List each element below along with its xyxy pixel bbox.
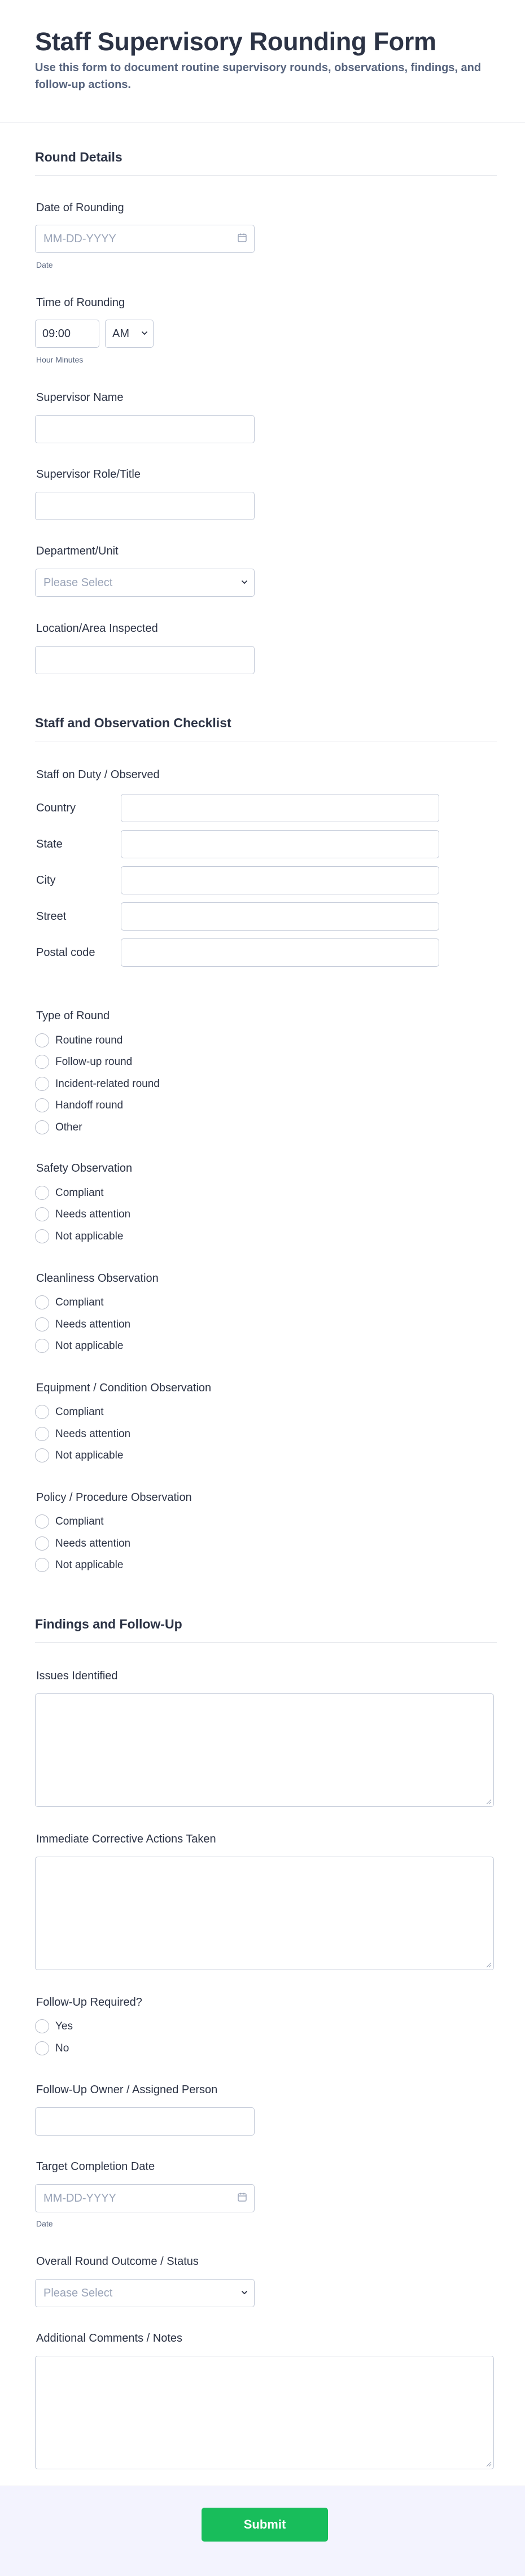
country-label: Country (36, 802, 76, 814)
additional-comments-textarea[interactable] (35, 2356, 494, 2469)
safety-observation-label: Safety Observation (36, 1162, 133, 1175)
radio-equipment-needs-attention[interactable] (35, 1427, 49, 1441)
radio-policy-not-applicable[interactable] (35, 1558, 49, 1572)
option-label: No (55, 2042, 69, 2054)
resize-grip-icon[interactable] (485, 1798, 492, 1805)
radio-safety-needs-attention[interactable] (35, 1207, 49, 1221)
date-placeholder: MM-DD-YYYY (43, 233, 116, 245)
section-divider (35, 1642, 497, 1643)
follow-up-owner-input[interactable] (35, 2107, 255, 2136)
policy-observation-label: Policy / Procedure Observation (36, 1491, 192, 1504)
date-sublabel: Date (36, 2219, 53, 2228)
date-of-rounding-label: Date of Rounding (36, 202, 124, 214)
corrective-actions-label: Immediate Corrective Actions Taken (36, 1833, 216, 1845)
department-placeholder: Please Select (43, 577, 113, 589)
radio-safety-not-applicable[interactable] (35, 1229, 49, 1243)
chevron-down-icon (240, 2289, 248, 2296)
target-completion-date-label: Target Completion Date (36, 2160, 155, 2173)
option-label: Compliant (55, 1406, 104, 1418)
supervisor-role-input[interactable] (35, 492, 255, 520)
issues-identified-label: Issues Identified (36, 1670, 118, 1682)
resize-grip-icon[interactable] (485, 2460, 492, 2467)
corrective-actions-textarea[interactable] (35, 1857, 494, 1970)
option-label: Other (55, 1121, 82, 1133)
option-label: Not applicable (55, 1559, 124, 1571)
ampm-select[interactable] (105, 320, 154, 348)
street-label: Street (36, 910, 67, 923)
calendar-icon[interactable] (237, 2192, 247, 2202)
calendar-icon[interactable] (237, 233, 247, 243)
state-label: State (36, 838, 63, 850)
radio-policy-compliant[interactable] (35, 1514, 49, 1529)
radio-incident-related-round[interactable] (35, 1077, 49, 1091)
overall-outcome-select[interactable] (35, 2279, 255, 2307)
additional-comments-label: Additional Comments / Notes (36, 2332, 183, 2344)
supervisor-name-label: Supervisor Name (36, 391, 124, 404)
supervisor-role-label: Supervisor Role/Title (36, 468, 141, 481)
radio-equipment-compliant[interactable] (35, 1405, 49, 1419)
form-subtitle: Use this form to document routine supervisory rounds, observations, findings, and follow-up actions. (35, 62, 482, 91)
country-input[interactable] (121, 794, 439, 822)
radio-other[interactable] (35, 1120, 49, 1134)
department-label: Department/Unit (36, 545, 119, 557)
type-of-round-label: Type of Round (36, 1010, 110, 1022)
time-hour-minute-input[interactable] (35, 320, 99, 348)
option-label: Follow-up round (55, 1056, 133, 1068)
time-of-rounding-label: Time of Rounding (36, 296, 125, 309)
radio-routine-round[interactable] (35, 1033, 49, 1047)
option-label: Compliant (55, 1296, 104, 1308)
equipment-observation-label: Equipment / Condition Observation (36, 1382, 212, 1394)
postal-code-input[interactable] (121, 938, 439, 967)
follow-up-required-label: Follow-Up Required? (36, 1996, 142, 2009)
option-label: Compliant (55, 1516, 104, 1527)
option-label: Not applicable (55, 1340, 124, 1352)
ampm-value: AM (112, 328, 129, 340)
location-input[interactable] (35, 646, 255, 674)
follow-up-owner-label: Follow-Up Owner / Assigned Person (36, 2084, 218, 2096)
staff-on-duty-label: Staff on Duty / Observed (36, 769, 160, 781)
target-completion-date-input[interactable] (35, 2184, 255, 2212)
state-input[interactable] (121, 830, 439, 858)
option-label: Needs attention (55, 1538, 131, 1549)
department-select[interactable] (35, 569, 255, 597)
option-label: Compliant (55, 1187, 104, 1199)
date-placeholder: MM-DD-YYYY (43, 2192, 116, 2204)
option-label: Handoff round (55, 1099, 124, 1111)
section-divider (35, 175, 497, 176)
supervisor-name-input[interactable] (35, 415, 255, 443)
radio-follow-up-no[interactable] (35, 2041, 49, 2055)
form-title: Staff Supervisory Rounding Form (35, 27, 436, 56)
option-label: Not applicable (55, 1449, 124, 1461)
option-label: Not applicable (55, 1230, 124, 1242)
option-label: Yes (55, 2020, 73, 2032)
resize-grip-icon[interactable] (485, 1961, 492, 1968)
radio-cleanliness-compliant[interactable] (35, 1295, 49, 1309)
city-input[interactable] (121, 866, 439, 894)
section-checklist: Staff and Observation Checklist (35, 715, 231, 730)
street-input[interactable] (121, 902, 439, 931)
city-label: City (36, 874, 56, 887)
option-label: Needs attention (55, 1428, 131, 1440)
section-round-details: Round Details (35, 150, 123, 164)
radio-policy-needs-attention[interactable] (35, 1536, 49, 1551)
outcome-placeholder: Please Select (43, 2287, 113, 2299)
overall-outcome-label: Overall Round Outcome / Status (36, 2255, 199, 2268)
radio-follow-up-yes[interactable] (35, 2019, 49, 2033)
chevron-down-icon (141, 329, 148, 337)
chevron-down-icon (240, 578, 248, 586)
radio-cleanliness-needs-attention[interactable] (35, 1317, 49, 1331)
option-label: Incident-related round (55, 1078, 160, 1090)
radio-safety-compliant[interactable] (35, 1186, 49, 1200)
time-sublabel: Hour Minutes (36, 355, 84, 364)
section-findings: Findings and Follow-Up (35, 1617, 182, 1631)
postal-code-label: Postal code (36, 946, 95, 959)
radio-cleanliness-not-applicable[interactable] (35, 1339, 49, 1353)
radio-equipment-not-applicable[interactable] (35, 1448, 49, 1462)
issues-identified-textarea[interactable] (35, 1693, 494, 1807)
cleanliness-observation-label: Cleanliness Observation (36, 1272, 159, 1285)
radio-handoff-round[interactable] (35, 1098, 49, 1112)
option-label: Routine round (55, 1034, 123, 1046)
option-label: Needs attention (55, 1318, 131, 1330)
submit-button[interactable]: Submit (202, 2508, 328, 2542)
date-sublabel: Date (36, 260, 53, 269)
date-of-rounding-input[interactable] (35, 225, 255, 253)
location-label: Location/Area Inspected (36, 622, 158, 635)
option-label: Needs attention (55, 1208, 131, 1220)
time-value: 09:00 (42, 328, 71, 340)
radio-follow-up-round[interactable] (35, 1055, 49, 1069)
